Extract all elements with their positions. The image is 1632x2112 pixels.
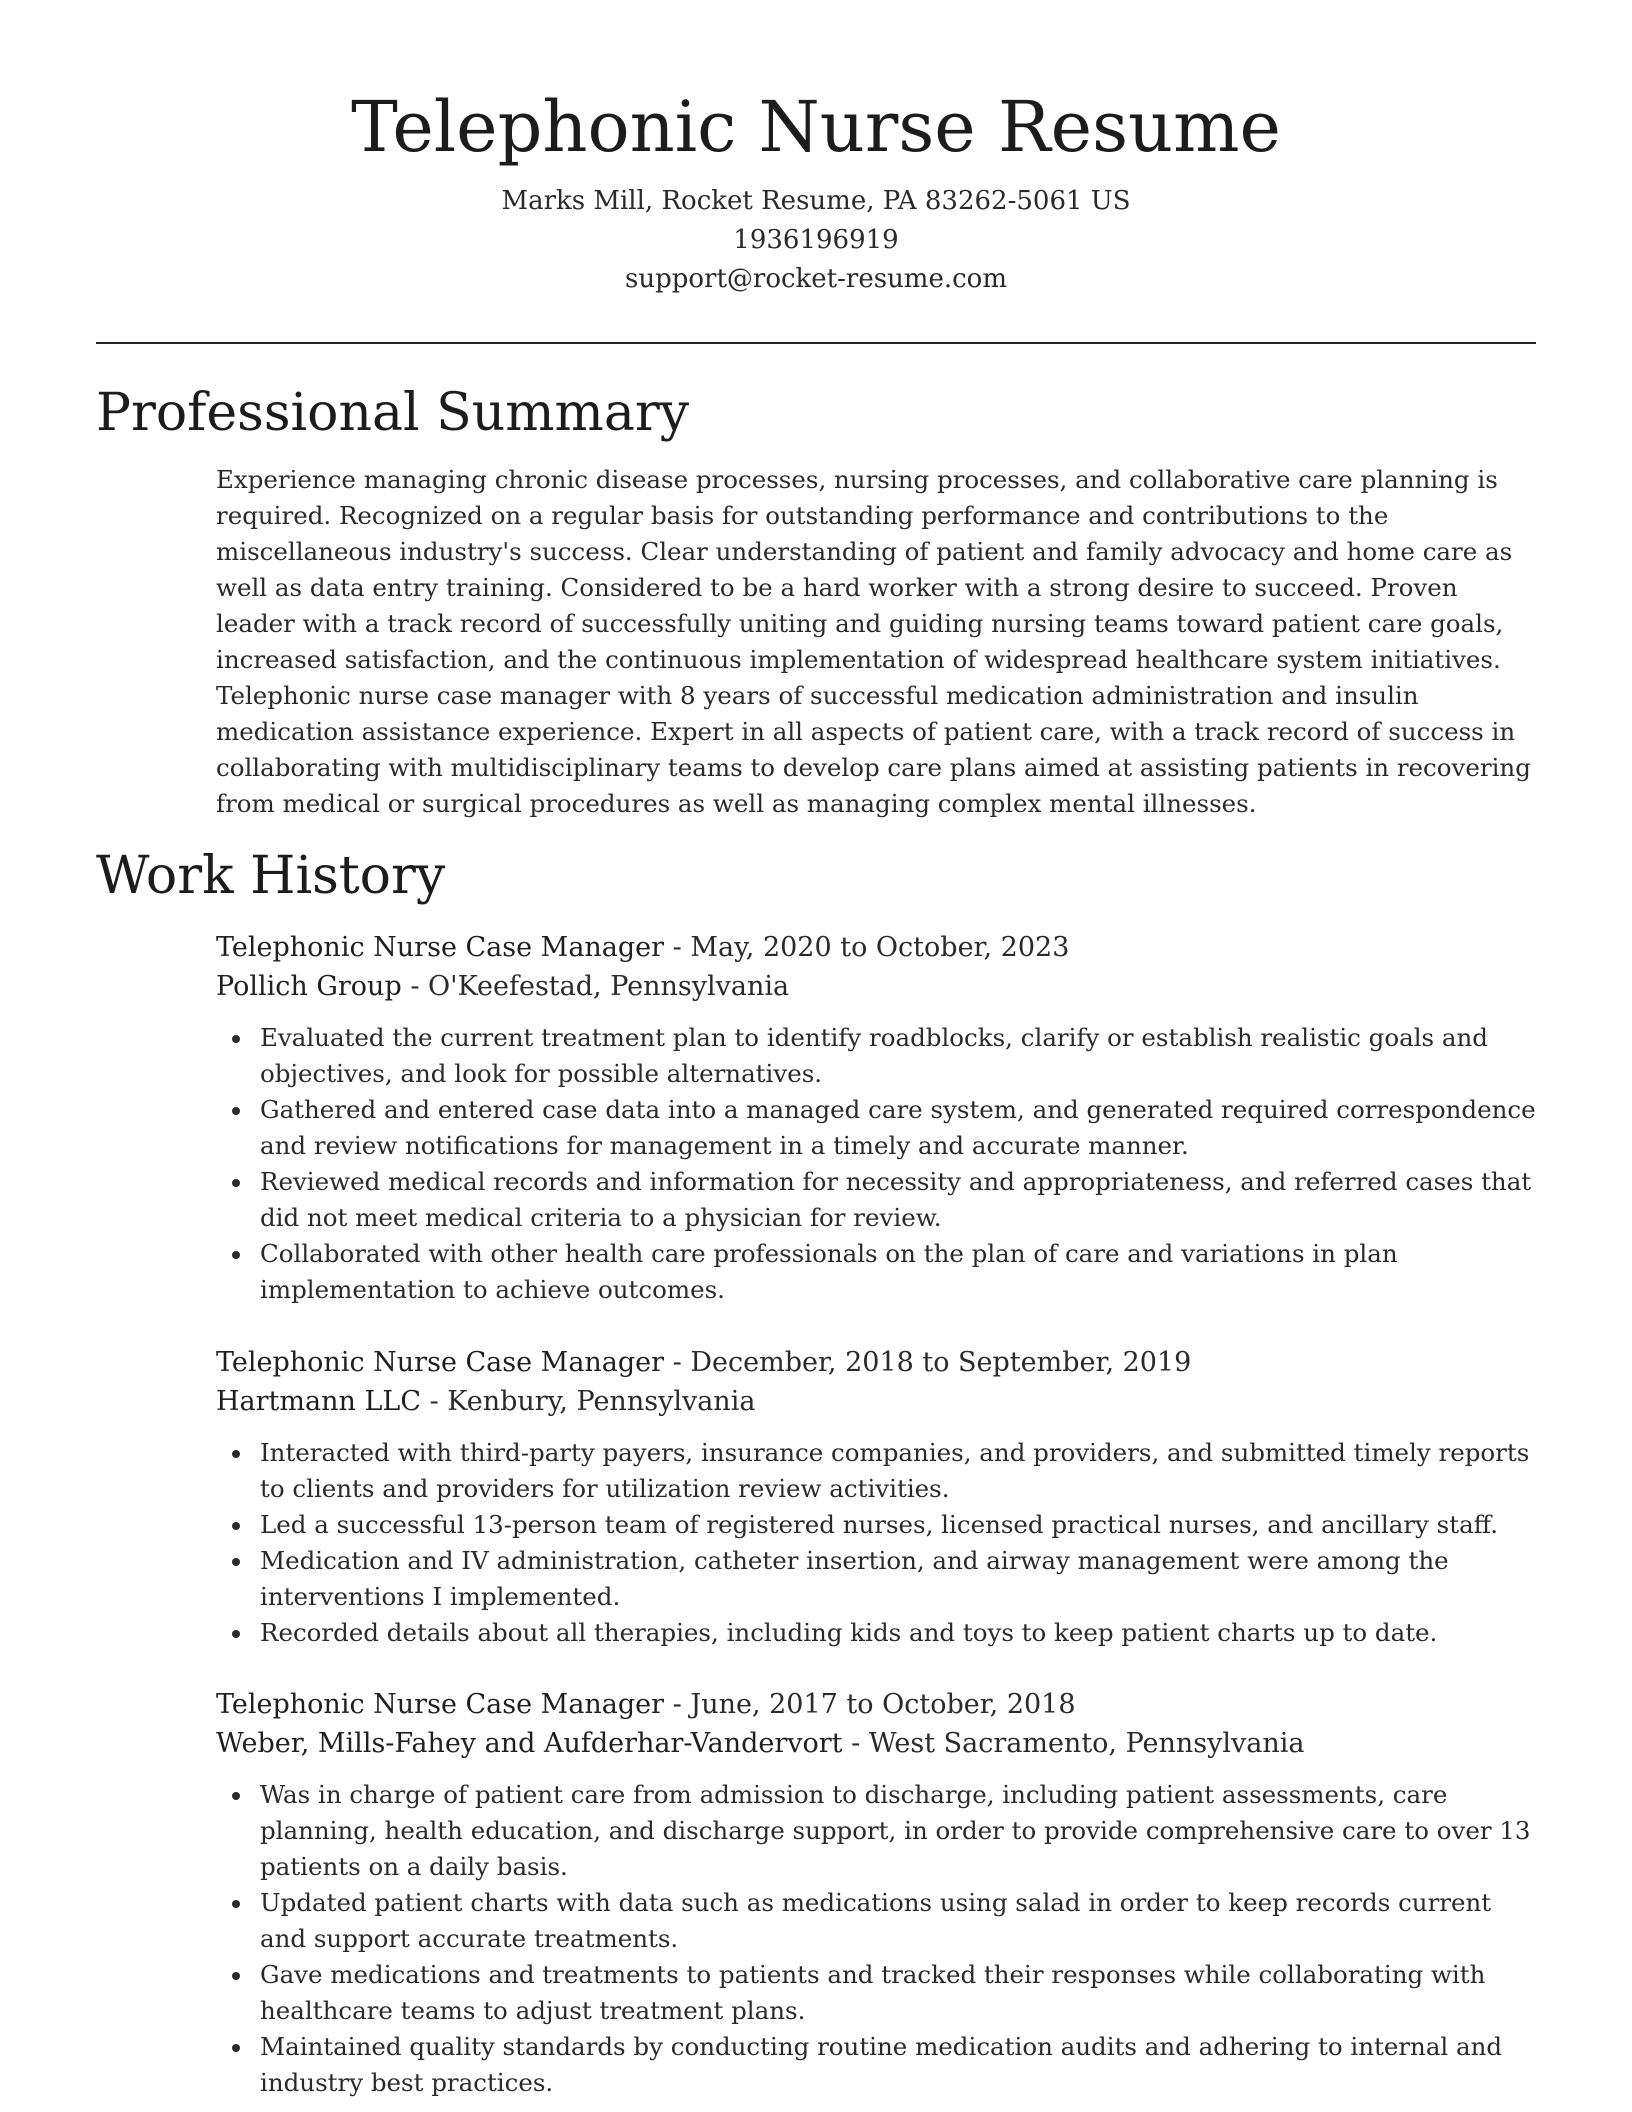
contact-address: Marks Mill, Rocket Resume, PA 83262-5061 US xyxy=(501,186,1131,216)
summary-text: Experience managing chronic disease processes, nursing processes, and collaborative care planning is required. Recognized on a regular basis for outstanding performance and contributions to the miscellaneous industry's success. Clear understanding of patient and family advocacy and home care as well as data entry training. Considered to be a hard worker with a strong desire to succeed. Proven leader with a track record of successfully uniting and guiding nursing teams toward patient care goals, increased satisfaction, and the continuous implementation of widespread healthcare system initiatives. Telephonic nurse case manager with 8 years of successful medication administration and insulin medication assistance experience. Expert in all aspects of patient care, with a track record of success in collaborating with multidisciplinary teams to develop care plans aimed at assisting patients in recovering from medical or surgical procedures as well as managing complex mental illnesses. xyxy=(216,465,1531,818)
job-bullet: Maintained quality standards by conducting routine medication audits and adhering to internal and industry best practices. xyxy=(260,2029,1536,2101)
job-company: Pollich Group xyxy=(216,971,402,1002)
job-entry xyxy=(216,1343,1536,1651)
job-title-line xyxy=(216,1343,1536,1382)
job-entry xyxy=(216,928,1536,1308)
job-bullet: Updated patient charts with data such as medications using salad in order to keep records current and support accurate treatments. xyxy=(260,1885,1536,1957)
contact-phone: 1936196919 xyxy=(733,225,899,255)
job-bullet-list xyxy=(216,1020,1536,1308)
job-bullet: Collaborated with other health care professionals on the plan of care and variations in plan implementation to achieve outcomes. xyxy=(260,1236,1536,1308)
job-bullet: Was in charge of patient care from admission to discharge, including patient assessments, care planning, health education, and discharge support, in order to provide comprehensive care to over 13 patients on a daily basis. xyxy=(260,1777,1536,1885)
job-bullet: Gathered and entered case data into a managed care system, and generated required correspondence and review notifications for management in a timely and accurate manner. xyxy=(260,1092,1536,1164)
job-title: Telephonic Nurse Case Manager xyxy=(216,932,665,963)
header-divider xyxy=(96,342,1536,344)
job-dates: - December, 2018 to September, 2019 xyxy=(664,1347,1192,1378)
summary-heading: Professional Summary xyxy=(96,383,690,443)
job-company: Weber, Mills-Fahey and Aufderhar-Vandervort xyxy=(216,1728,843,1759)
job-company-line xyxy=(216,1382,1536,1421)
job-title: Telephonic Nurse Case Manager xyxy=(216,1689,665,1720)
job-dates: - June, 2017 to October, 2018 xyxy=(664,1689,1076,1720)
job-title-line xyxy=(216,928,1536,967)
job-location: - West Sacramento, Pennsylvania xyxy=(842,1728,1305,1759)
job-bullet: Evaluated the current treatment plan to identify roadblocks, clarify or establish realistic goals and objectives, and look for possible alternatives. xyxy=(260,1020,1536,1092)
job-bullet: Reviewed medical records and information for necessity and appropriateness, and referred cases that did not meet medical criteria to a physician for review. xyxy=(260,1164,1536,1236)
contact-email: support@rocket-resume.com xyxy=(624,264,1007,294)
job-bullet: Led a successful 13-person team of registered nurses, licensed practical nurses, and ancillary staff. xyxy=(260,1507,1536,1543)
resume-header xyxy=(0,82,1632,299)
job-company-line xyxy=(216,967,1536,1006)
job-entry xyxy=(216,1685,1536,2101)
job-bullet: Medication and IV administration, catheter insertion, and airway management were among the interventions I implemented. xyxy=(260,1543,1536,1615)
job-dates: - May, 2020 to October, 2023 xyxy=(664,932,1070,963)
job-company: Hartmann LLC xyxy=(216,1386,421,1417)
job-bullet-list xyxy=(216,1435,1536,1651)
job-company-line xyxy=(216,1724,1536,1763)
job-bullet: Recorded details about all therapies, including kids and toys to keep patient charts up to date. xyxy=(260,1615,1536,1651)
work-history-heading: Work History xyxy=(96,846,446,906)
job-location: - Kenbury, Pennsylvania xyxy=(420,1386,756,1417)
job-location: - O'Keefestad, Pennsylvania xyxy=(401,971,790,1002)
resume-title: Telephonic Nurse Resume xyxy=(351,86,1281,168)
job-bullet-list xyxy=(216,1777,1536,2101)
contact-block xyxy=(0,182,1632,299)
job-title: Telephonic Nurse Case Manager xyxy=(216,1347,665,1378)
job-title-line xyxy=(216,1685,1536,1724)
job-bullet: Gave medications and treatments to patients and tracked their responses while collaborating with healthcare teams to adjust treatment plans. xyxy=(260,1957,1536,2029)
job-bullet: Interacted with third-party payers, insurance companies, and providers, and submitted timely reports to clients and providers for utilization review activities. xyxy=(260,1435,1536,1507)
